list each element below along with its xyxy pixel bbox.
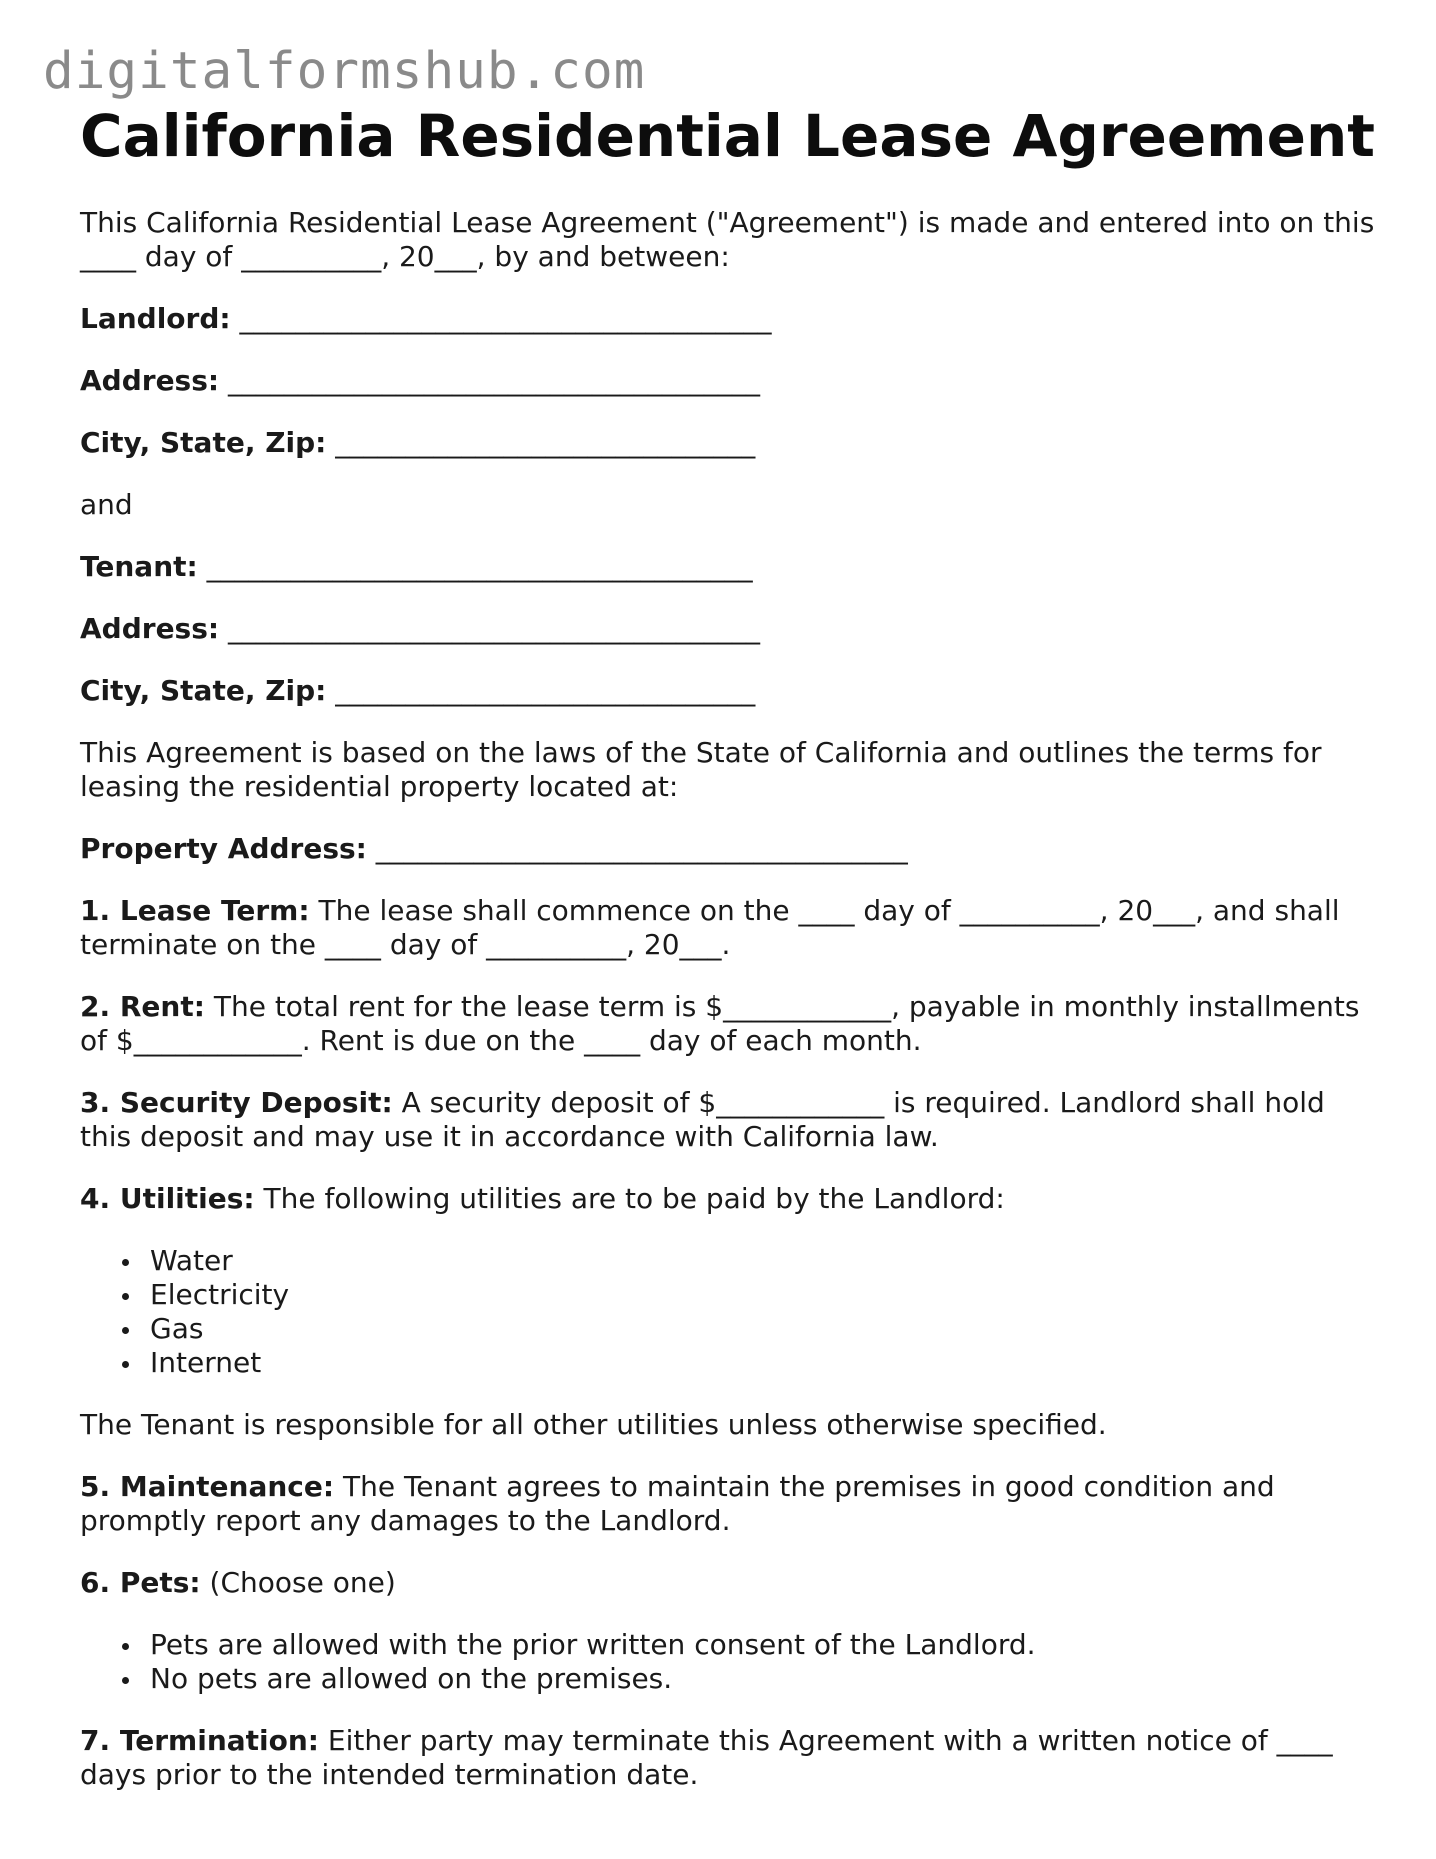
landlord-address-blank: ______________________________________ [228, 364, 760, 397]
landlord-city-field [80, 426, 1380, 460]
tenant-name-blank: _______________________________________ [206, 550, 753, 583]
landlord-city-label: City, State, Zip: [80, 426, 327, 459]
landlord-address-label: Address: [80, 364, 220, 397]
site-watermark: digitalformshub.com [43, 42, 646, 101]
clause-utilities-label: 4. Utilities: [80, 1182, 255, 1215]
list-item: Gas [150, 1312, 1380, 1346]
clause-pets [80, 1566, 1380, 1600]
clause-termination-label: 7. Termination: [80, 1724, 319, 1757]
property-address-label: Property Address: [80, 832, 367, 865]
clause-maintenance [80, 1470, 1380, 1538]
clause-termination-text: Either party may terminate this Agreement with a written notice of ____ days prior to the intended termination date. [80, 1724, 1333, 1791]
tenant-address-label: Address: [80, 612, 220, 645]
clause-utilities-text: The following utilities are to be paid by the Landlord: [263, 1182, 1005, 1215]
tenant-address-field [80, 612, 1380, 646]
tenant-name-field [80, 550, 1380, 584]
landlord-address-field [80, 364, 1380, 398]
clause-rent-text: The total rent for the lease term is $____________, payable in monthly installments of $____________. Rent is due on the ____ day of each month. [80, 990, 1360, 1057]
list-item: No pets are allowed on the premises. [150, 1662, 1380, 1696]
clause-lease-term-label: 1. Lease Term: [80, 894, 310, 927]
clause-maintenance-label: 5. Maintenance: [80, 1470, 335, 1503]
clause-pets-label: 6. Pets: [80, 1566, 201, 1599]
tenant-name-label: Tenant: [80, 550, 198, 583]
tenant-city-label: City, State, Zip: [80, 674, 327, 707]
property-address-field [80, 832, 1380, 866]
clause-security-deposit [80, 1086, 1380, 1154]
property-address-blank: ______________________________________ [375, 832, 908, 865]
intro-paragraph: This California Residential Lease Agreement ("Agreement") is made and entered into on this ____ day of __________, 20___, by and between: [80, 206, 1375, 273]
list-item: Electricity [150, 1278, 1380, 1312]
tenant-city-blank: ______________________________ [335, 674, 756, 707]
basis-paragraph: This Agreement is based on the laws of the State of California and outlines the terms for leasing the residential property located at: [80, 736, 1322, 803]
landlord-city-blank: ______________________________ [335, 426, 756, 459]
lease-document [80, 102, 1380, 1792]
landlord-name-label: Landlord: [80, 302, 231, 335]
page-title: California Residential Lease Agreement [80, 102, 1375, 170]
clause-pets-text: (Choose one) [209, 1566, 396, 1599]
clause-rent-label: 2. Rent: [80, 990, 205, 1023]
tenant-city-field [80, 674, 1380, 708]
clause-maintenance-text: The Tenant agrees to maintain the premises in good condition and promptly report any damages to the Landlord. [80, 1470, 1275, 1537]
clause-lease-term-text: The lease shall commence on the ____ day of __________, 20___, and shall terminate on the ____ day of __________, 20___. [80, 894, 1340, 961]
list-item: Water [150, 1244, 1380, 1278]
landlord-name-blank: ______________________________________ [239, 302, 772, 335]
tenant-address-blank: ______________________________________ [228, 612, 760, 645]
clause-utilities [80, 1182, 1380, 1216]
and-text: and [80, 488, 133, 521]
list-item: Internet [150, 1346, 1380, 1380]
clause-security-deposit-label: 3. Security Deposit: [80, 1086, 393, 1119]
clause-rent [80, 990, 1380, 1058]
utilities-list [80, 1244, 1380, 1380]
clause-termination [80, 1724, 1380, 1792]
landlord-name-field [80, 302, 1380, 336]
pets-options-list [80, 1628, 1380, 1696]
list-item: Pets are allowed with the prior written consent of the Landlord. [150, 1628, 1380, 1662]
clause-lease-term [80, 894, 1380, 962]
utilities-note: The Tenant is responsible for all other utilities unless otherwise specified. [80, 1408, 1107, 1441]
clause-security-deposit-text: A security deposit of $____________ is required. Landlord shall hold this deposit and may use it in accordance with California law. [80, 1086, 1325, 1153]
